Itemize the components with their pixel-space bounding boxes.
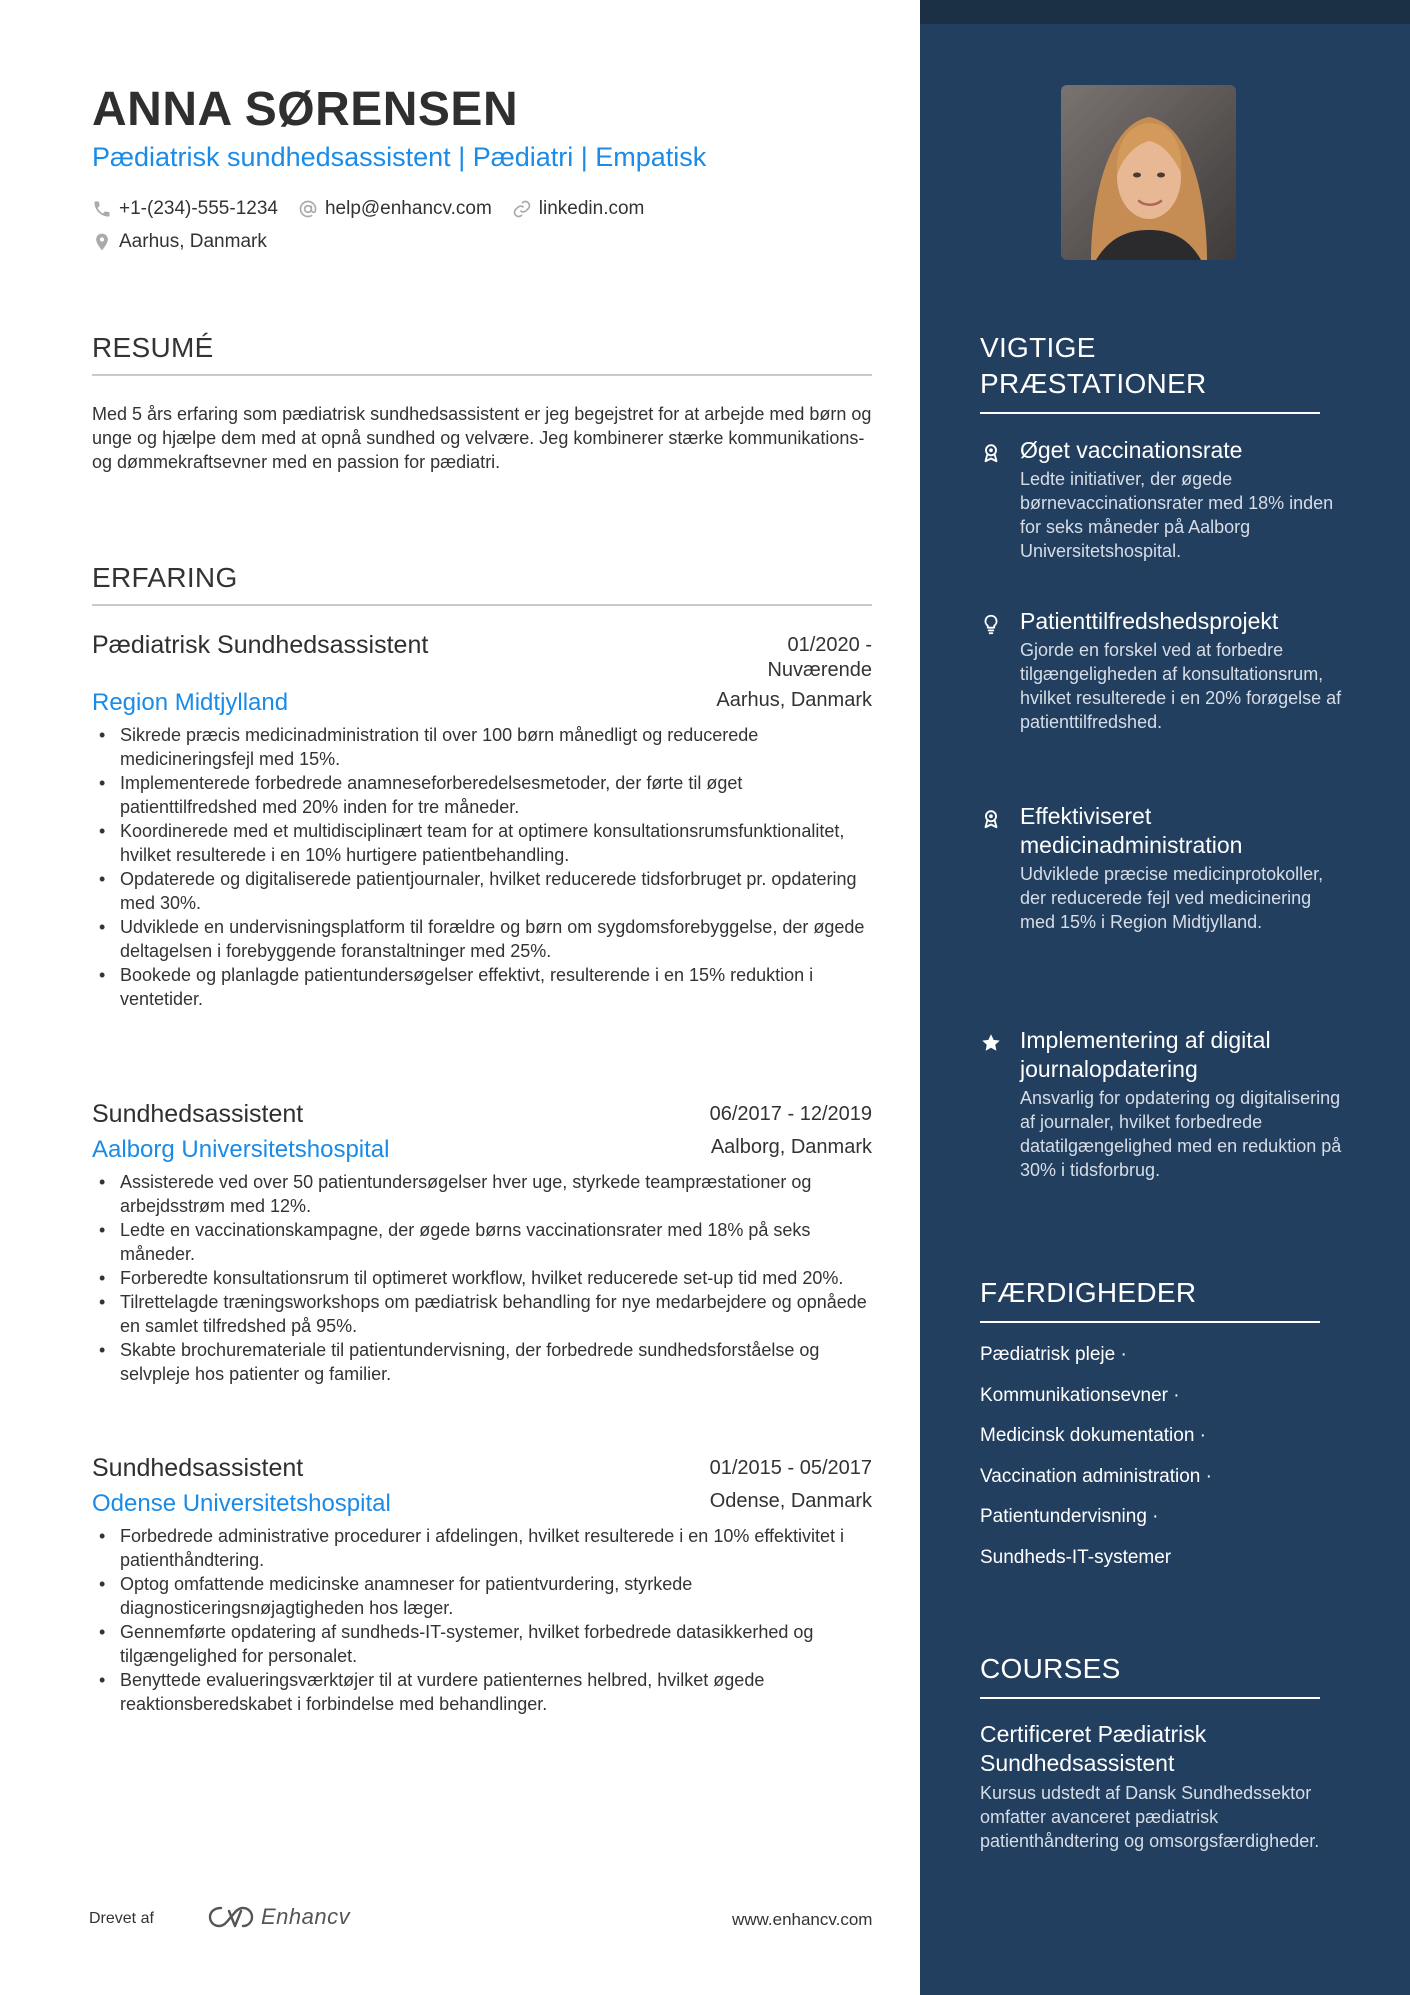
powered-by-label: Drevet af [89, 1910, 154, 1927]
achievements-heading-line2: PRÆSTATIONER [980, 368, 1207, 399]
job-bullet: • Gennemførte opdatering af sundheds-IT-systemer, hvilket forbedrede datasikkerhed og tilgængelighed for personalet. [92, 1620, 872, 1668]
job-entry [92, 1100, 872, 1386]
achievement-title: Øget vaccinationsrate [1020, 437, 1243, 463]
course-description: Kursus udstedt af Dansk Sundhedssektor omfatter avanceret pædiatrisk patienthåndtering og omsorgsfærdigheder. [980, 1783, 1320, 1851]
email-contact[interactable] [298, 198, 492, 220]
job-bullet: • Bookede og planlagde patientundersøgelser effektivt, resulterende i en 15% reduktion i ventetider. [92, 963, 872, 1011]
achievement-description: Gjorde en forskel ved at forbedre tilgængeligheden af konsultationsrum, hvilket resulterede i en 20% forøgelse af patienttilfredshed. [1020, 640, 1342, 732]
job-bullet: • Forberedte konsultationsrum til optimeret workflow, hvilket reducerede set-up tid med 20%. [92, 1266, 872, 1290]
skill-item: Medicinsk dokumentation · [980, 1425, 1206, 1446]
skill-item: Sundheds-IT-systemer [980, 1546, 1172, 1568]
sidebar [920, 0, 1410, 1995]
experience-heading: ERFARING [92, 562, 872, 606]
phone-text: +1-(234)-555-1234 [119, 198, 278, 219]
achievement-item [980, 802, 1350, 934]
course-title: Certificeret Pædiatrisk Sundhedsassistent [980, 1721, 1207, 1776]
job-location: Odense, Danmark [709, 1490, 872, 1512]
link-icon [512, 199, 532, 219]
job-title: Pædiatrisk Sundhedsassistent [92, 631, 429, 659]
job-date-start: 01/2020 - [787, 634, 872, 656]
achievement-item [980, 1026, 1350, 1182]
job-bullet: • Skabte brochuremateriale til patientundervisning, der forbedrede sundhedsforståelse og selvpleje hos patienter og familier. [92, 1338, 872, 1386]
sidebar-top-band [920, 0, 1410, 24]
job-company: Aalborg Universitetshospital [92, 1136, 390, 1163]
summary-heading: RESUMÉ [92, 332, 872, 376]
skills-heading: FÆRDIGHEDER [980, 1275, 1320, 1323]
job-dates: 01/2015 - 05/2017 [709, 1457, 872, 1479]
job-bullet: • Benyttede evalueringsværktøjer til at vurdere patienternes helbred, hvilket øgede reaktionsberedskabet i forbindelse med behandlinger. [92, 1668, 872, 1716]
lightbulb-icon [980, 613, 1002, 635]
profile-photo-illustration [1061, 85, 1236, 260]
course-item [980, 1720, 1340, 1853]
email-text: help@enhancv.com [324, 198, 492, 219]
job-title: Sundhedsassistent [92, 1100, 304, 1128]
achievements-heading-line1: VIGTIGE [980, 332, 1096, 363]
achievement-description: Ledte initiativer, der øgede børnevaccinationsrater med 18% inden for seks måneder på Aalborg Universitetshospital. [1020, 469, 1334, 561]
job-dates: 06/2017 - 12/2019 [709, 1103, 872, 1125]
location-pin-icon [92, 232, 112, 252]
job-location: Aalborg, Danmark [710, 1136, 872, 1158]
achievement-title: Implementering af digital journalopdatering [1020, 1027, 1271, 1082]
candidate-name: ANNA SØRENSEN [92, 83, 519, 136]
award-icon [980, 808, 1002, 830]
footer-url[interactable]: www.enhancv.com [732, 1910, 873, 1929]
job-bullet: • Sikrede præcis medicinadministration til over 100 børn månedligt og reducerede medicineringsfejl med 15%. [92, 723, 872, 771]
job-entry [92, 631, 872, 1011]
skill-item: Kommunikationsevner · [980, 1384, 1180, 1406]
profile-photo [1061, 85, 1236, 260]
job-bullet: • Tilrettelagde træningsworkshops om pædiatrisk behandling for nye medarbejdere og opnåede en samlet tilfredshed på 95%. [92, 1290, 872, 1338]
job-bullets [92, 723, 872, 1011]
achievement-title: Patienttilfredshedsprojekt [1020, 608, 1279, 634]
job-bullet: • Optog omfattende medicinske anamneser for patientvurdering, styrkede diagnosticeringsnøjagtigheden hos læger. [92, 1572, 872, 1620]
courses-heading: COURSES [980, 1651, 1320, 1699]
linkedin-text: linkedin.com [538, 198, 645, 219]
job-dates [767, 633, 872, 683]
enhancv-logo-icon [207, 1904, 255, 1930]
job-bullet: • Opdaterede og digitaliserede patientjournaler, hvilket reducerede tidsforbruget pr. opdatering med 30%. [92, 867, 872, 915]
skill-item: Patientundervisning · [980, 1506, 1159, 1527]
job-bullet: • Ledte en vaccinationskampagne, der øgede børns vaccinationsrater med 18% på seks måneder. [92, 1218, 872, 1266]
job-entry [92, 1454, 872, 1716]
award-icon [980, 442, 1002, 464]
achievement-description: Udviklede præcise medicinprotokoller, der reducerede fejl ved medicinering med 15% i Region Midtjylland. [1020, 864, 1324, 932]
footer [0, 1904, 880, 1934]
job-bullets [92, 1170, 872, 1386]
achievement-description: Ansvarlig for opdatering og digitalisering af journaler, hvilket forbedrede datatilgængelighed med en reduktion på 30% i tidsforbrug. [1020, 1088, 1342, 1180]
skills-list [980, 1342, 1340, 1585]
skill-item: Pædiatrisk pleje · [980, 1344, 1127, 1365]
headline: Pædiatrisk sundhedsassistent | Pædiatri | Empatisk [92, 142, 707, 172]
summary-text: Med 5 års erfaring som pædiatrisk sundhedsassistent er jeg begejstret for at arbejde med børn og unge og hjælpe dem med at opnå sundhed og velvære. Jeg kombinerer stærke kommunikations- og dømmekraftsevner med en passion for pædiatri. [92, 404, 872, 472]
enhancv-brand-text: Enhancv [261, 1904, 351, 1929]
phone-contact[interactable] [92, 198, 278, 220]
achievement-title: Effektiviseret medicinadministration [1020, 803, 1243, 858]
contact-info [92, 196, 872, 262]
at-icon [298, 199, 318, 219]
job-company: Odense Universitetshospital [92, 1490, 391, 1517]
job-title: Sundhedsassistent [92, 1454, 304, 1482]
job-bullet: • Implementerede forbedrede anamneseforberedelsesmetoder, der førte til øget patienttilfredshed med 20% inden for tre måneder. [92, 771, 872, 819]
job-location: Aarhus, Danmark [716, 689, 872, 711]
job-bullet: • Koordinerede med et multidisciplinært team for at optimere konsultationsrumsfunktionalitet, hvilket resulterede i en 10% hurtigere patientbehandling. [92, 819, 872, 867]
location-contact [92, 231, 267, 253]
location-text: Aarhus, Danmark [119, 231, 267, 252]
achievement-item [980, 607, 1350, 734]
enhancv-logo[interactable] [207, 1904, 350, 1930]
job-bullet: • Udviklede en undervisningsplatform til forældre og børn om sygdomsforebyggelse, der øgede deltagelsen i forebyggende foranstaltninger med 25%. [92, 915, 872, 963]
achievements-heading [980, 330, 1320, 414]
skill-item: Vaccination administration · [980, 1465, 1212, 1487]
job-bullets [92, 1524, 872, 1716]
star-icon [980, 1032, 1002, 1054]
achievement-item [980, 436, 1350, 563]
linkedin-contact[interactable] [512, 198, 645, 220]
job-date-end: Nuværende [767, 659, 872, 681]
job-bullet: • Forbedrede administrative procedurer i afdelingen, hvilket resulterede i en 10% effektivitet i patienthåndtering. [92, 1524, 872, 1572]
phone-icon [92, 199, 112, 219]
job-company: Region Midtjylland [92, 689, 289, 716]
job-bullet: • Assisterede ved over 50 patientundersøgelser hver uge, styrkede teampræstationer og arbejdsstrøm med 12%. [92, 1170, 872, 1218]
